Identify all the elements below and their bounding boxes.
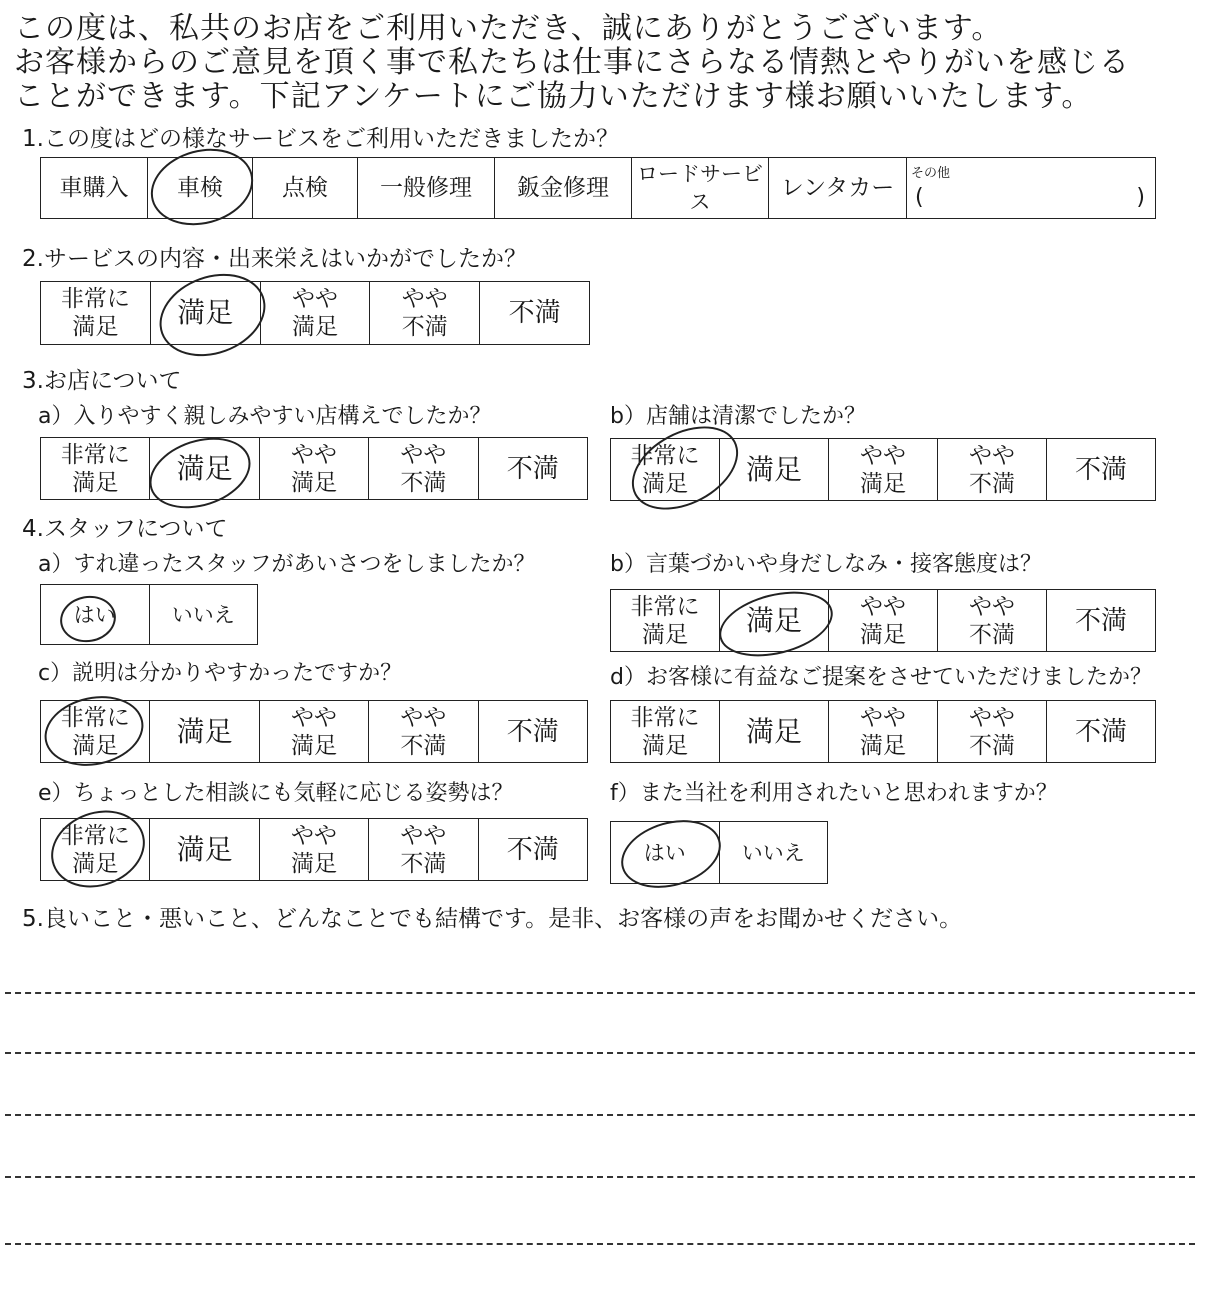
q4b-options [610, 589, 1156, 652]
q3a-label: a）入りやすく親しみやすい店構えでしたか？ [38, 404, 492, 429]
q4c-options [40, 700, 588, 763]
rating-dissatisfied[interactable]: 不満 [1047, 590, 1156, 652]
q1-option-body-repair[interactable]: 鈑金修理 [495, 158, 632, 219]
rating-very-satisfied[interactable]: 非常に 満足 [41, 282, 151, 345]
q1-option-inspection[interactable]: 点検 [253, 158, 358, 219]
q5-answer[interactable] [10, 950, 1190, 1250]
rating-somewhat-dissatisfied[interactable]: やや 不満 [369, 438, 478, 500]
no-option[interactable]: いいえ [719, 822, 828, 884]
rating-dissatisfied[interactable]: 不満 [480, 282, 590, 345]
q4d-label: d）お客様に有益なご提案をさせていただけましたか？ [610, 665, 1152, 690]
rating-somewhat-satisfied[interactable]: やや 満足 [259, 701, 368, 763]
rating-somewhat-dissatisfied[interactable]: やや 不満 [938, 701, 1047, 763]
q3-title: 3.お店について [22, 368, 182, 394]
rating-somewhat-satisfied[interactable]: やや 満足 [829, 701, 938, 763]
rating-somewhat-dissatisfied[interactable]: やや 不満 [369, 819, 478, 881]
rating-satisfied[interactable]: 満足 [150, 438, 259, 500]
q4b-label: b）言葉づかいや身だしなみ・接客態度は？ [610, 552, 1042, 577]
rating-dissatisfied[interactable]: 不満 [1047, 701, 1156, 763]
q1-option-general-repair[interactable]: 一般修理 [358, 158, 495, 219]
rating-somewhat-satisfied[interactable]: やや 満足 [260, 282, 370, 345]
q3b-options [610, 438, 1156, 501]
intro-line-3: ことができます。下記アンケートにご協力いただけます様お願いいたします。 [14, 79, 1093, 114]
q3b-label: b）店舗は清潔でしたか？ [610, 404, 866, 429]
rating-satisfied[interactable]: 満足 [720, 701, 829, 763]
rating-satisfied[interactable]: 満足 [720, 439, 829, 501]
rating-satisfied[interactable]: 満足 [150, 819, 259, 881]
rating-very-satisfied[interactable]: 非常に 満足 [611, 590, 720, 652]
answer-line [5, 992, 1195, 994]
q5-title: 5.良いこと・悪いこと、どんなことでも結構です。是非、お客様の声をお聞かせください。 [22, 906, 963, 932]
rating-very-satisfied[interactable]: 非常に 満足 [611, 439, 720, 501]
q4f-options [610, 821, 828, 884]
rating-dissatisfied[interactable]: 不満 [1047, 439, 1156, 501]
rating-dissatisfied[interactable]: 不満 [478, 819, 587, 881]
q4-title: 4.スタッフについて [22, 516, 228, 542]
q3a-options [40, 437, 588, 500]
rating-satisfied[interactable]: 満足 [150, 282, 260, 345]
rating-somewhat-satisfied[interactable]: やや 満足 [259, 819, 368, 881]
rating-very-satisfied[interactable]: 非常に 満足 [41, 438, 150, 500]
rating-very-satisfied[interactable]: 非常に 満足 [611, 701, 720, 763]
q1-option-rental-car[interactable]: レンタカー [769, 158, 907, 219]
q1-option-other[interactable]: その他 ( ) [907, 158, 1156, 219]
rating-somewhat-dissatisfied[interactable]: やや 不満 [369, 701, 478, 763]
q2-title: 2.サービスの内容・出来栄えはいかがでしたか？ [22, 246, 527, 272]
q4f-label: f）また当社を利用されたいと思われますか？ [610, 781, 1058, 806]
intro-line-1: この度は、私共のお店をご利用いただき、誠にありがとうございます。 [14, 11, 1003, 46]
answer-line [5, 1114, 1195, 1116]
rating-dissatisfied[interactable]: 不満 [478, 438, 587, 500]
q1-options [40, 157, 1156, 219]
intro-text [14, 12, 1209, 114]
rating-somewhat-satisfied[interactable]: やや 満足 [829, 439, 938, 501]
yes-option[interactable]: はい [611, 822, 720, 884]
rating-very-satisfied[interactable]: 非常に 満足 [41, 819, 150, 881]
q1-option-shaken[interactable]: 車検 [148, 158, 253, 219]
rating-satisfied[interactable]: 満足 [720, 590, 829, 652]
rating-somewhat-dissatisfied[interactable]: やや 不満 [370, 282, 480, 345]
q2-options [40, 281, 590, 345]
rating-dissatisfied[interactable]: 不満 [478, 701, 587, 763]
q4d-options [610, 700, 1156, 763]
q4e-options [40, 818, 588, 881]
q4a-options [40, 584, 258, 645]
rating-somewhat-satisfied[interactable]: やや 満足 [829, 590, 938, 652]
yes-option[interactable]: はい [41, 585, 150, 645]
rating-somewhat-dissatisfied[interactable]: やや 不満 [938, 590, 1047, 652]
answer-line [5, 1243, 1195, 1245]
rating-somewhat-dissatisfied[interactable]: やや 不満 [938, 439, 1047, 501]
q4c-label: c）説明は分かりやすかったですか？ [38, 661, 403, 686]
q4e-label: e）ちょっとした相談にも気軽に応じる姿勢は？ [38, 781, 514, 806]
q1-title: 1.この度はどの様なサービスをご利用いただきましたか？ [22, 126, 619, 152]
rating-very-satisfied[interactable]: 非常に 満足 [41, 701, 150, 763]
q1-option-road-service[interactable]: ロードサービス [632, 158, 769, 219]
answer-line [5, 1052, 1195, 1054]
q4a-label: a）すれ違ったスタッフがあいさつをしましたか？ [38, 552, 536, 577]
rating-satisfied[interactable]: 満足 [150, 701, 259, 763]
other-label: その他 [911, 166, 951, 181]
answer-line [5, 1176, 1195, 1178]
q1-option-car-purchase[interactable]: 車購入 [41, 158, 148, 219]
intro-line-2: お客様からのご意見を頂く事で私たちは仕事にさらなる情熱とやりがいを感じる [14, 45, 1130, 80]
rating-somewhat-satisfied[interactable]: やや 満足 [259, 438, 368, 500]
no-option[interactable]: いいえ [149, 585, 258, 645]
